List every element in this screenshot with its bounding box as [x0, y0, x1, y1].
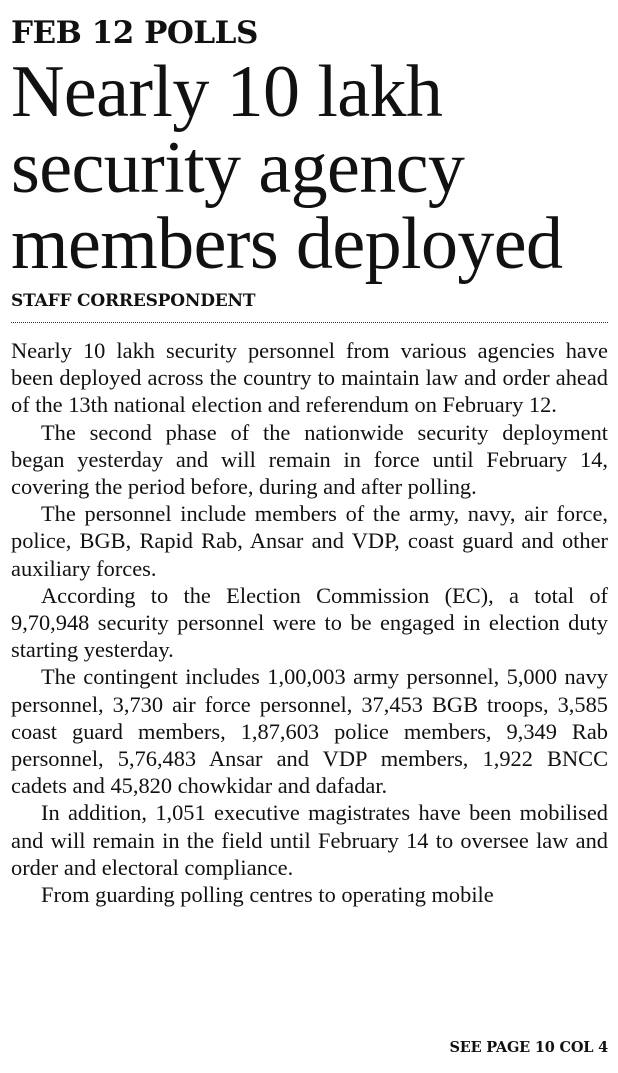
paragraph-3: The personnel include members of the army, navy, air force, police, BGB, Rapid Rab, Ansar and VDP, coast guard and other auxiliary forces.: [11, 501, 608, 581]
paragraph-5: The contingent includes 1,00,003 army personnel, 5,000 navy personnel, 3,730 air force personnel, 37,453 BGB troops, 3,585 coast guard members, 1,87,603 police members, 9,349 Rab personnel, 5,76,483 Ansar and VDP members, 1,922 BNCC cadets and 45,820 chowkidar and dafadar.: [11, 664, 608, 799]
kicker: FEB 12 POLLS: [11, 15, 258, 51]
headline: Nearly 10 lakh security agency members deployed: [11, 51, 563, 285]
paragraph-1: Nearly 10 lakh security personnel from various agencies have been deployed across the country to maintain law and order ahead of the 13th national election and referendum on February 12.: [11, 338, 608, 418]
paragraph-6: In addition, 1,051 executive magistrates have been mobilised and will remain in the field until February 14 to oversee law and order and electoral compliance.: [11, 800, 608, 880]
paragraph-2: The second phase of the nationwide security deployment began yesterday and will remain in force until February 14, covering the period before, during and after polling.: [11, 419, 608, 500]
paragraph-4: According to the Election Commission (EC), a total of 9,70,948 security personnel were to be engaged in election duty starting yesterday.: [11, 582, 608, 663]
continuation-jump-line: SEE PAGE 10 COL 4: [449, 1039, 608, 1056]
paragraph-7: From guarding polling centres to operating mobile: [41, 882, 494, 908]
byline: STAFF CORRESPONDENT: [11, 291, 256, 311]
article-body: [11, 337, 608, 908]
article: [11, 14, 608, 908]
dotted-divider: [11, 322, 608, 323]
